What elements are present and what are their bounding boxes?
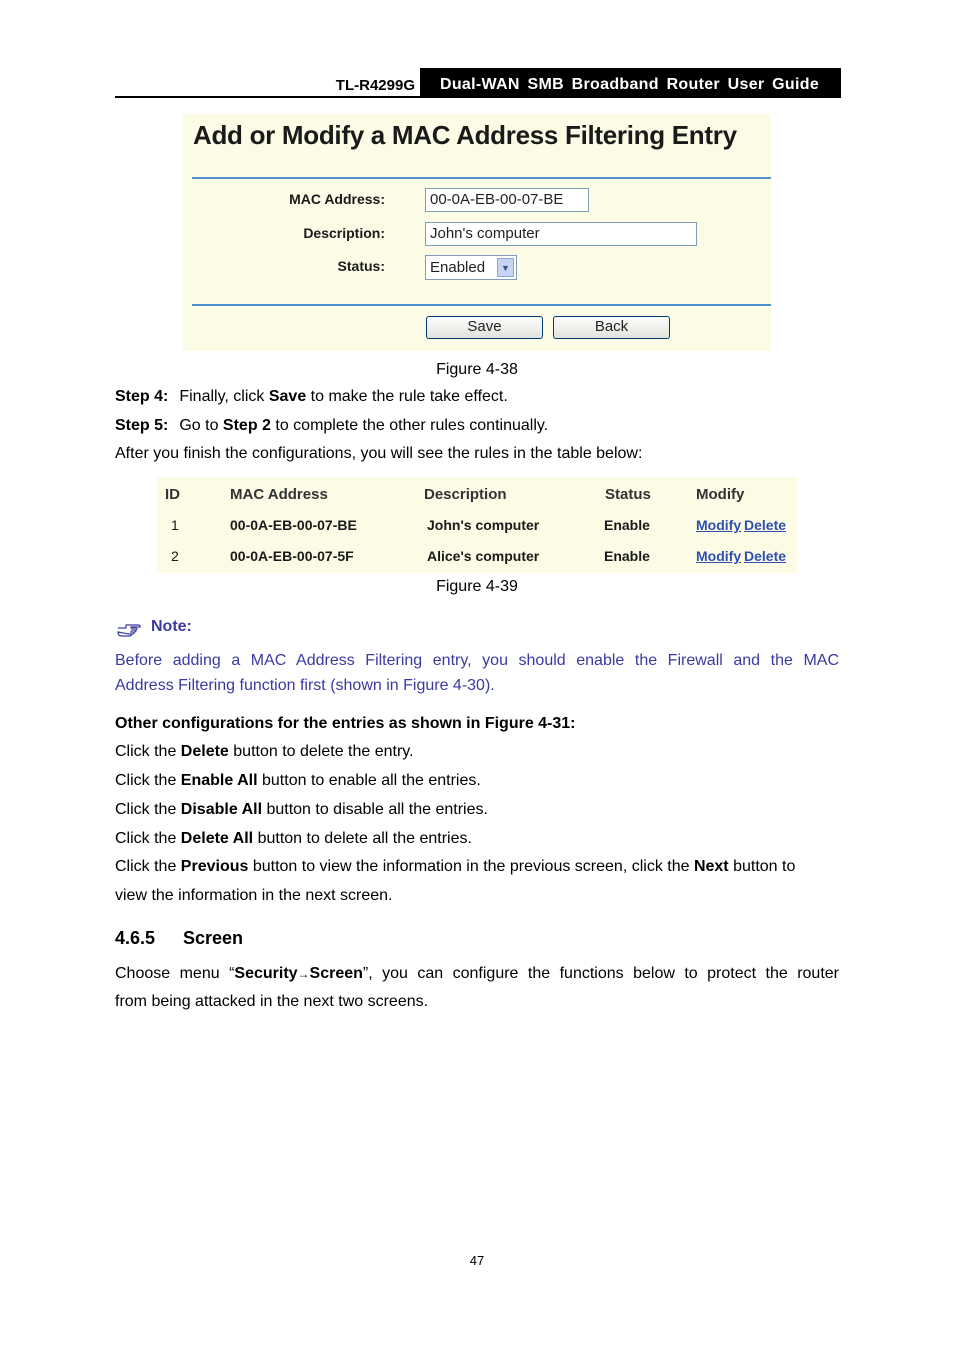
after-text: After you finish the configurations, you will see the rules in the table below: — [115, 445, 643, 462]
arrow-right-icon: → — [297, 967, 310, 981]
status-select-value: Enabled — [430, 259, 486, 276]
row-2-status: Enable — [604, 548, 650, 564]
line-bold: Next — [693, 858, 729, 875]
back-button[interactable]: Back — [553, 316, 670, 339]
line-bold: Delete — [180, 743, 229, 760]
line-text: Click the — [115, 743, 181, 760]
step-4-pre: Finally, click — [179, 388, 269, 405]
line-text: Click the — [115, 772, 181, 789]
line-text: button to enable all the entries. — [257, 772, 481, 789]
other-config-heading: Other configurations for the entries as shown in Figure 4-31: — [115, 715, 576, 732]
line-text: Click the — [115, 858, 181, 875]
other-config-line-4 — [115, 825, 839, 853]
line-text: Click the — [115, 801, 181, 818]
status-select[interactable] — [425, 255, 517, 280]
row-1-status: Enable — [604, 517, 650, 533]
chevron-down-icon[interactable]: ▼ — [497, 258, 514, 277]
other-config-line-5 — [115, 853, 839, 881]
mac-address-label: MAC Address: — [289, 191, 385, 207]
row-2-id: 2 — [171, 548, 179, 564]
line-text: button to — [728, 858, 796, 875]
step-5-post: to complete the other rules continually. — [270, 417, 549, 434]
line-bold: Disable All — [180, 801, 263, 818]
other-config-line-2 — [115, 767, 839, 795]
line-bold: Delete All — [180, 830, 254, 847]
section-intro-line-2: from being attacked in the next two screens. — [115, 993, 429, 1010]
step-5-pre: Go to — [179, 417, 223, 434]
other-config-last-line: view the information in the next screen. — [115, 887, 393, 904]
section-title: Screen — [183, 928, 244, 948]
row-2-description: Alice's computer — [427, 548, 540, 564]
line-text: button to view the information in the previous screen, click the — [248, 858, 694, 875]
row-2-delete-link[interactable]: Delete — [744, 548, 787, 564]
section-intro — [115, 960, 839, 1016]
section-intro-line-1 — [115, 960, 839, 988]
section-heading — [115, 928, 243, 949]
line-text: button to disable all the entries. — [262, 801, 488, 818]
row-1-modify-link[interactable]: Modify — [696, 517, 742, 533]
menu-security: Security — [234, 965, 298, 982]
line-text: Click the — [115, 830, 181, 847]
figure-39-caption: Figure 4-39 — [436, 578, 518, 595]
page-number: 47 — [469, 1253, 485, 1268]
step-5-label: Step 5: — [115, 417, 169, 434]
row-1-id: 1 — [171, 517, 179, 533]
header-rule — [115, 96, 420, 98]
step-4-post: to make the rule take effect. — [306, 388, 508, 405]
row-2-modify-link[interactable]: Modify — [696, 548, 742, 564]
line-text: button to delete the entry. — [228, 743, 414, 760]
other-config-line-3 — [115, 796, 839, 824]
row-1-description: John's computer — [427, 517, 540, 533]
row-2-mac: 00-0A-EB-00-07-5F — [230, 548, 354, 564]
col-header-status: Status — [605, 486, 651, 503]
step-4-bold: Save — [268, 388, 307, 405]
note-text — [115, 648, 839, 698]
col-header-id: ID — [165, 486, 180, 503]
mac-address-input[interactable]: 00-0A-EB-00-07-BE — [425, 188, 589, 212]
line-bold: Previous — [180, 858, 249, 875]
header-model: TL-R4299G — [335, 77, 415, 94]
menu-screen: Screen — [309, 965, 363, 982]
figure-38-caption: Figure 4-38 — [436, 361, 518, 378]
line-bold: Enable All — [180, 772, 258, 789]
intro-text: Choose menu “ — [115, 965, 235, 982]
line-text: button to delete all the entries. — [253, 830, 472, 847]
other-config-line-1 — [115, 738, 839, 766]
row-1-delete-link[interactable]: Delete — [744, 517, 787, 533]
description-label: Description: — [303, 225, 385, 241]
col-header-modify: Modify — [696, 486, 745, 503]
note-line-1: Before adding a MAC Address Filtering entry, you should enable the Firewall and the MAC — [115, 652, 839, 669]
section-number: 4.6.5 — [115, 928, 156, 948]
pointing-hand-icon — [116, 622, 142, 638]
description-input[interactable]: John's computer — [425, 222, 697, 246]
step-5 — [115, 412, 839, 440]
form-title: Add or Modify a MAC Address Filtering Entry — [193, 120, 737, 150]
col-header-mac: MAC Address — [230, 486, 328, 503]
status-label: Status: — [337, 258, 385, 274]
mac-filter-entry-form — [183, 114, 771, 351]
note-label: Note: — [151, 618, 192, 635]
intro-text: ”, you can configure the functions below to protect the router — [362, 965, 839, 982]
save-button[interactable]: Save — [426, 316, 543, 339]
mac-filter-table — [157, 477, 797, 573]
note-line-2: Address Filtering function first (shown in Figure 4-30). — [115, 677, 495, 694]
step-4 — [115, 383, 839, 411]
header-guide-title: Dual-WAN SMB Broadband Router User Guide — [420, 68, 841, 98]
step-5-bold: Step 2 — [222, 417, 271, 434]
form-top-rule — [192, 177, 771, 179]
row-1-mac: 00-0A-EB-00-07-BE — [230, 517, 357, 533]
col-header-description: Description — [424, 486, 507, 503]
form-bottom-rule — [192, 304, 771, 306]
step-4-label: Step 4: — [115, 388, 169, 405]
